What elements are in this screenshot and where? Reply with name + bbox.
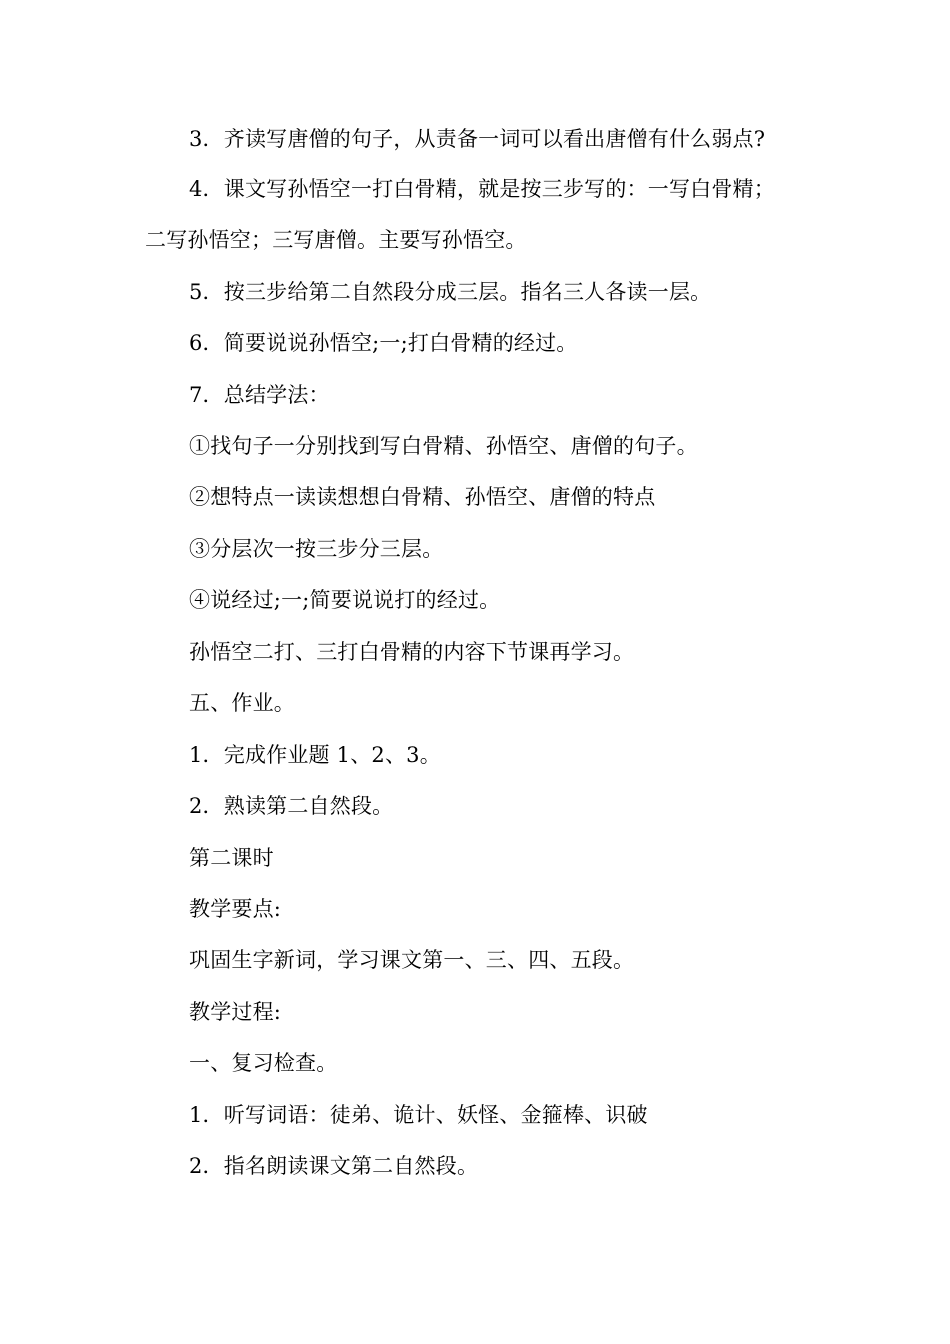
section-heading-review: 一、复习检查。 <box>189 1051 338 1075</box>
text-line-review-1: 1．听写词语：徒弟、诡计、妖怪、金箍棒、识破 <box>189 1103 648 1127</box>
text-line-item-4: 4．课文写孙悟空一打白骨精，就是按三步写的：一写白骨精； <box>189 177 775 201</box>
text-line-item-5: 5．按三步给第二自然段分成三层。指名三人各读一层。 <box>189 280 712 304</box>
text-line-item-4-continued: 二写孙悟空；三写唐僧。主要写孙悟空。 <box>145 228 527 252</box>
text-line-item-6: 6．简要说说孙悟空;一;打白骨精的经过。 <box>189 331 578 355</box>
text-line-review-2: 2．指名朗读课文第二自然段。 <box>189 1154 479 1178</box>
text-line-method-4: ④说经过;一;简要说说打的经过。 <box>189 588 501 612</box>
text-line-next-lesson-note: 孙悟空二打、三打白骨精的内容下节课再学习。 <box>189 640 635 664</box>
section-heading-teaching-process: 教学过程: <box>189 1000 282 1024</box>
text-line-method-2: ②想特点一读读想想白骨精、孙悟空、唐僧的特点 <box>189 485 656 509</box>
section-heading-second-lesson: 第二课时 <box>189 846 274 870</box>
text-line-method-1: ①找句子一分别找到写白骨精、孙悟空、唐僧的句子。 <box>189 434 698 458</box>
text-line-teaching-points: 巩固生字新词，学习课文第一、三、四、五段。 <box>189 948 635 972</box>
section-heading-homework: 五、作业。 <box>189 691 295 715</box>
text-line-homework-1: 1．完成作业题 1、2、3。 <box>189 743 441 767</box>
text-line-homework-2: 2．熟读第二自然段。 <box>189 794 394 818</box>
text-line-item-7: 7．总结学法： <box>189 383 330 407</box>
section-heading-teaching-points: 教学要点: <box>189 897 282 921</box>
text-line-method-3: ③分层次一按三步分三层。 <box>189 537 444 561</box>
text-line-item-3: 3．齐读写唐僧的句子，从责备一词可以看出唐僧有什么弱点? <box>189 127 766 151</box>
